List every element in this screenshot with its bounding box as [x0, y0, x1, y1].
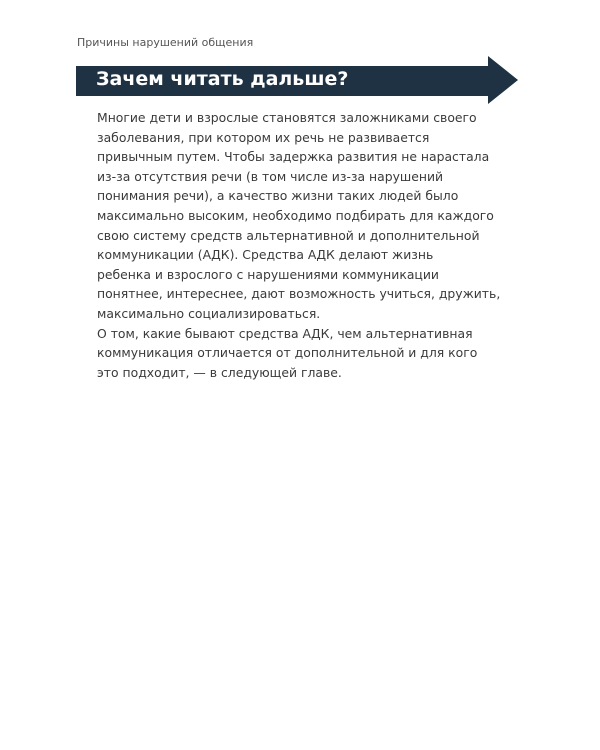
section-banner-arrow	[76, 56, 518, 106]
text-line: максимально социализироваться.	[97, 305, 321, 321]
text-line: коммуникация отличается от дополнительной и для кого	[97, 345, 478, 361]
text-line: понимания речи), а качество жизни таких людей было	[97, 188, 459, 204]
text-line: Многие дети и взрослые становятся заложниками своего	[97, 110, 477, 125]
text-line: заболевания, при котором их речь не развивается	[97, 129, 430, 145]
section-title: Зачем читать дальше?	[96, 68, 349, 90]
body-text	[97, 108, 500, 382]
text-line: из-за отсутствия речи (в том числе из-за нарушений	[97, 168, 444, 184]
text-line: свою систему средств альтернативной и дополнительной	[97, 227, 480, 243]
paragraph-1	[97, 108, 500, 324]
text-line: коммуникации (АДК). Средства АДК делают жизнь	[97, 247, 434, 263]
text-line: ребенка и взрослого с нарушениями коммуникации	[97, 266, 439, 282]
text-line: понятнее, интереснее, дают возможность учиться, дружить,	[97, 286, 501, 302]
text-line: привычным путем. Чтобы задержка развития не нарастала	[97, 149, 490, 165]
paragraph-2	[97, 324, 500, 383]
text-line: максимально высоким, необходимо подбирать для каждого	[97, 207, 494, 223]
text-line: О том, какие бывают средства АДК, чем альтернативная	[97, 325, 473, 341]
running-header: Причины нарушений общения	[77, 36, 254, 49]
text-line: это подходит, — в следующей главе.	[97, 364, 342, 380]
